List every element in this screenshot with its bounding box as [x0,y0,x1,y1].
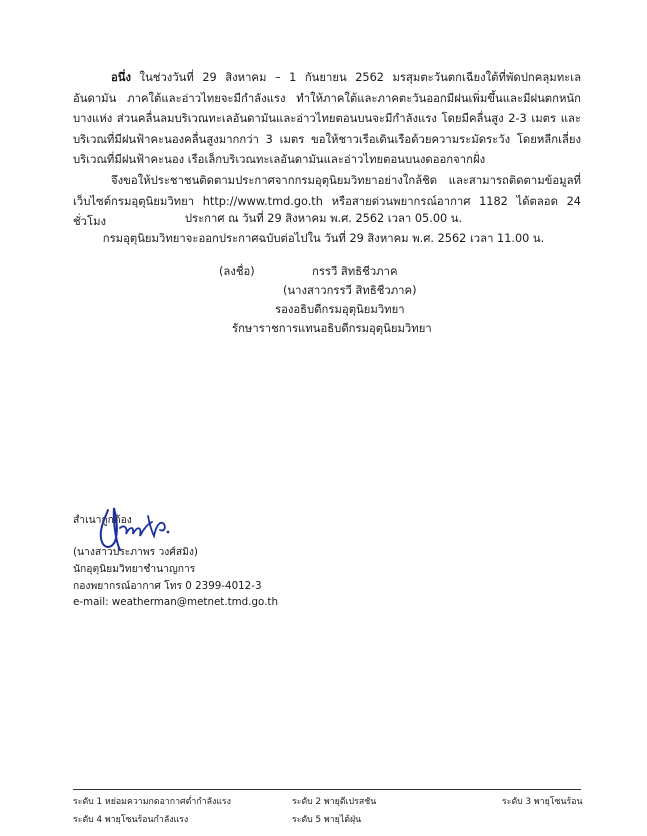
footer-level-4: ระดับ 4 พายุโซนร้อนกำลังแรง [73,815,189,825]
signatory-acting-position: รักษาราชการแทนอธิบดีกรมอุตุนิยมวิทยา [232,322,432,335]
certifier-email: e-mail: weatherman@metnet.tmd.go.th [73,596,278,608]
issued-date-line: ประกาศ ณ วันที่ 29 สิงหาคม พ.ศ. 2562 เวลา 05.00 น. [184,212,463,225]
certifier-office: กองพยากรณ์อากาศ โทร 0 2399-4012-3 [73,580,262,592]
signatory-full-name: (นางสาวกรรวี สิทธิชีวภาค) [283,284,417,297]
certifier-name: (นางสาวประภาพร วงศ์สมิง) [73,546,198,558]
announcement-paragraph-1 [73,68,581,171]
footer-level-1: ระดับ 1 หย่อมความกดอากาศต่ำกำลังแรง [73,797,231,807]
certified-copy-label: สำเนาถูกต้อง [73,514,132,526]
footer-level-5: ระดับ 5 พายุไต้ฝุ่น [292,815,362,825]
next-announcement-line: กรมอุตุนิยมวิทยาจะออกประกาศฉบับต่อไปใน วันที่ 29 สิงหาคม พ.ศ. 2562 เวลา 11.00 น. [102,232,545,245]
handwritten-signature [86,498,176,560]
footer-level-3: ระดับ 3 พายุโซนร้อน [502,797,583,807]
paragraph-1-body: ในช่วงวันที่ 29 สิงหาคม – 1 กันยายน 2562 มรสุมตะวันตกเฉียงใต้ที่พัดปกคลุมทะเลอันดามัน ภาคใต้และอ่าวไทยจะมีกำลังแรง ทำให้ภาคใต้และภาคตะวันออกมีฝนเพิ่มขึ้นและมีฝนตกหนักบางแห่ง ส่วนคลื่นลมบริเวณทะเลอันดามันและอ่าวไทยตอนบนจะมีกำลังแรง โดยมีคลื่นสูง 2-3 เมตร และบริเวณที่มีฝนฟ้าคะนองคลื่นสูงมากกว่า 3 เมตร ขอให้ชาวเรือเดินเรือด้วยความระมัดระวัง โดยหลีกเลี่ยงบริเวณที่มีฝนฟ้าคะนอง เรือเล็กบริเวณทะเลอันดามันและอ่าวไทยตอนบนงดออกจากฝั่ง [73,71,581,166]
signatory-name: กรรวี สิทธิชีวภาค [312,265,398,278]
footer-level-2: ระดับ 2 พายุดีเปรสชัน [292,797,377,807]
signatory-position: รองอธิบดีกรมอุตุนิยมวิทยา [275,303,405,316]
paragraph-lead-word: อนึ่ง [111,71,132,84]
certifier-position: นักอุตุนิยมวิทยาชำนาญการ [73,563,196,575]
footer-divider [73,789,581,790]
signed-label: (ลงชื่อ) [219,265,255,278]
paragraph-2-body: จึงขอให้ประชาชนติดตามประกาศจากกรมอุตุนิยมวิทยาอย่างใกล้ชิด และสามารถติดตามข้อมูลที่เว็บไซต์กรมอุตุนิยมวิทยา http://www.tmd.go.th หรือสายด่วนพยากรณ์อากาศ 1182 ได้ตลอด 24 ชั่วโมง [73,174,581,228]
